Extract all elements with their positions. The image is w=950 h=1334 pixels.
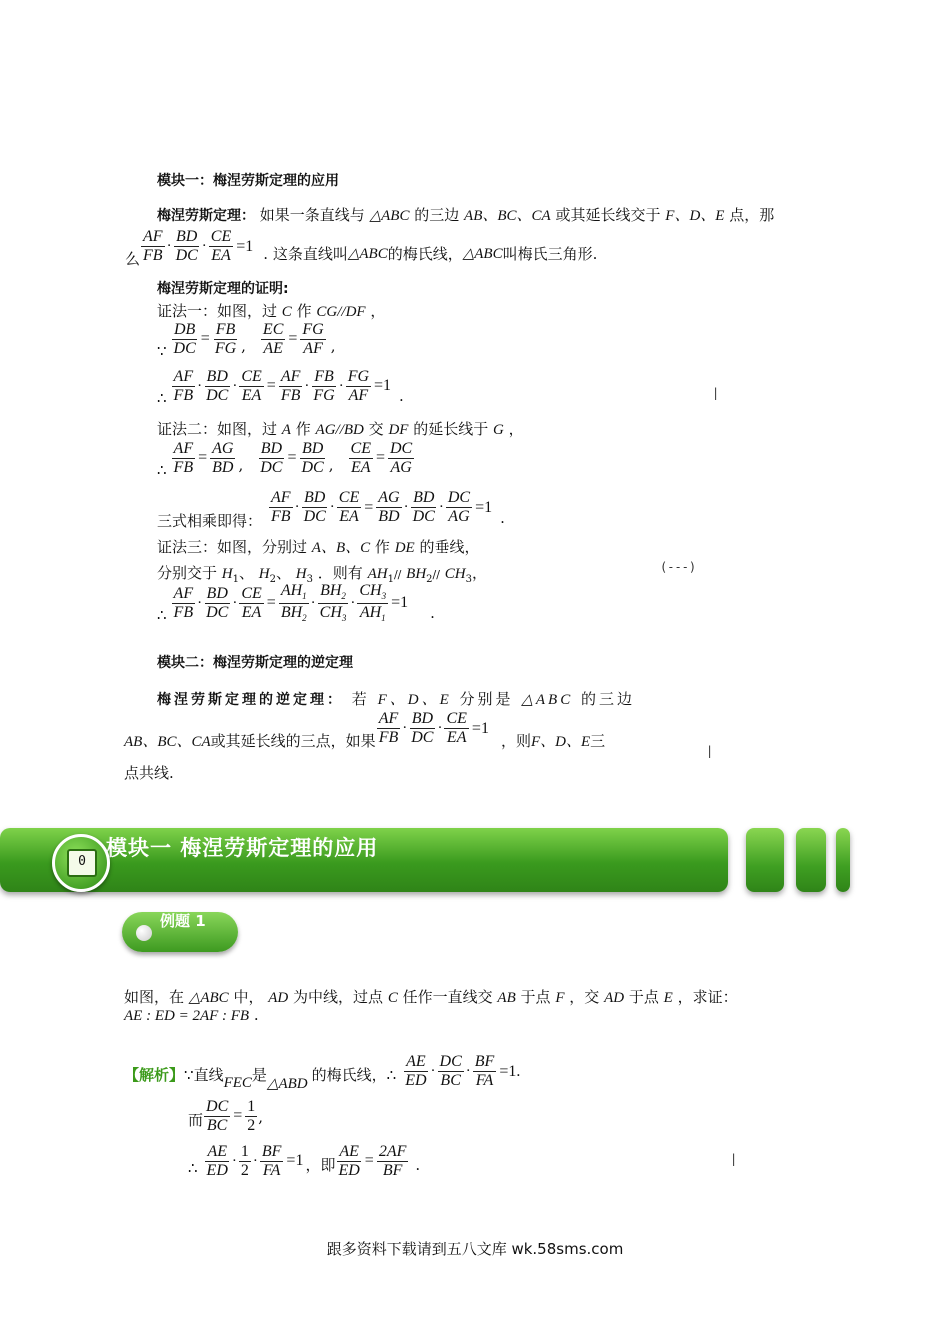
problem-text: 任作一直线交: [402, 988, 493, 1006]
point-h2: H: [258, 566, 270, 582]
points-fde: F、D、E: [377, 692, 452, 708]
converse-line-3: 点共线.: [124, 764, 174, 782]
proof-text: ，: [370, 302, 386, 320]
module2-heading: 模块二：梅涅劳斯定理的逆定理: [157, 655, 353, 671]
theorem-text: 么: [125, 250, 141, 268]
problem-text: 为中线，过点: [293, 988, 384, 1006]
proof-text: 证法二：如图，过: [157, 420, 278, 438]
triangle-abc: △ABC: [369, 208, 410, 224]
theorem-text: 的梅氏线，: [387, 245, 463, 263]
problem-text: 于点: [520, 988, 551, 1006]
segment-ab: AB: [497, 990, 516, 1006]
fraction: $\frac{BD}{DC}$: [175, 228, 198, 264]
theorem-text: 的三边: [414, 206, 460, 224]
line-df: DF: [388, 422, 409, 438]
problem-text: 于点: [628, 988, 659, 1006]
because-symbol: ∵: [184, 1065, 194, 1084]
converse-text: 的三边: [580, 690, 635, 708]
solution-line-3: ∴ $\frac{AE}{ED}$ · $\frac{1}{2}$ · $\frac{BF}{FA}$ =1 ，即 $\frac{AE}{ED}$ = $\frac{2AF}{BF}$ .: [188, 1143, 421, 1179]
triangle-abc: △ABC: [521, 692, 574, 708]
solution-text: 而: [188, 1110, 204, 1129]
goal-equation: AE : ED = 2AF : FB: [124, 1008, 250, 1024]
scan-mark: |: [706, 744, 714, 758]
decor-bar-2: [796, 828, 826, 892]
problem-text: ，交: [569, 988, 600, 1006]
theorem-sides: AB、BC、CA: [464, 208, 551, 224]
because-symbol: ∵: [157, 342, 167, 360]
therefore-symbol: ∴: [386, 1065, 397, 1084]
badge-number: 0: [67, 849, 97, 877]
segment-ch3: CH: [444, 566, 466, 582]
theorem-text: 如果一条直线与: [259, 206, 365, 224]
proof-text: 作: [295, 420, 311, 438]
point-h1: H: [221, 566, 233, 582]
proof1-step1: ∵ $\frac{DB}{DC}$ = $\frac{FB}{FG}$ , $\frac{EC}{AE}$ = $\frac{FG}{AF}$ ,: [157, 320, 336, 360]
module1-heading: 模块一：梅涅劳斯定理的应用: [157, 173, 339, 189]
segment-bh2: BH: [406, 566, 427, 582]
proof-text: 作: [296, 302, 312, 320]
converse-text: 若: [351, 690, 370, 708]
point-f: F: [555, 990, 565, 1006]
therefore-symbol: ∴: [188, 1159, 198, 1178]
scan-mark: |: [730, 1152, 738, 1166]
module-badge-icon: [52, 834, 110, 892]
solution-line-2: 而 $\frac{DC}{BC}$ = $\frac{1}{2}$ ,: [188, 1098, 264, 1134]
example-problem: [124, 986, 738, 1007]
half-denominator: 2: [247, 1116, 256, 1134]
proof2-intro: [157, 418, 524, 439]
triangle-abc: △ABC: [188, 990, 229, 1006]
converse-sides: AB、BC、CA: [124, 734, 211, 750]
proof-text: ，: [508, 420, 524, 438]
half-numerator: 1: [247, 1098, 256, 1115]
problem-text: ，求证：: [677, 988, 738, 1006]
proof-text: 证法一：如图，过: [157, 302, 278, 320]
proof-text: 作: [374, 538, 390, 556]
converse-text: 分别是: [459, 690, 514, 708]
proof2-result: 三式相乘即得： $\frac{AF}{FB}$ · $\frac{BD}{DC}$ · $\frac{CE}{EA}$ = $\frac{AG}{BD}$ · $\frac{BD}{DC}$ · $\frac{DC}{AG}$ =1 .: [157, 489, 505, 530]
points-abc: A、B、C: [311, 540, 371, 556]
points-fde: F、D、E: [530, 734, 591, 750]
fraction: $\frac{AF}{FB}$: [143, 228, 163, 264]
converse-text: 三: [590, 732, 606, 750]
theorem-text: 点，那: [729, 206, 775, 224]
therefore-symbol: ∴: [157, 606, 167, 624]
footer-text: 跟多资料下载请到五八文库 wk.58sms.com: [326, 1240, 624, 1258]
theorem-text: 叫梅氏三角形.: [502, 245, 598, 263]
parallel-line: AG//BD: [315, 422, 364, 438]
theorem-label: 梅涅劳斯定理：: [157, 208, 255, 224]
segment-ah1: AH: [367, 566, 388, 582]
triangle-abd: △ABD: [266, 1076, 308, 1092]
proof-text: ．则有: [317, 564, 363, 582]
solution-text: 的梅氏线，: [311, 1066, 387, 1084]
problem-text: .: [253, 1006, 259, 1024]
theorem-line-1: [157, 204, 774, 225]
point-c: C: [387, 990, 398, 1006]
therefore-symbol: ∴: [157, 389, 167, 407]
proof-text: 的延长线于: [413, 420, 489, 438]
proof3-intro: [157, 536, 480, 557]
solution-text: ，即: [305, 1155, 336, 1174]
triangle-abc: △ABC: [347, 246, 388, 262]
solution-text: 直线: [193, 1066, 224, 1084]
example-label: 例题 1: [160, 912, 206, 930]
solution-label: 【解析】: [124, 1066, 185, 1084]
proof-heading: 梅涅劳斯定理的证明:: [157, 281, 289, 297]
example-goal: [124, 1006, 259, 1025]
proof3-result: ∴ $\frac{AF}{FB}$ · $\frac{BD}{DC}$ · $\frac{CE}{EA}$ = $\frac{AH_1}{BH_2}$ · $\frac{BH_2}{CH_3}$ · $\frac{CH_3}{AH_1}$ =1 .: [157, 582, 435, 624]
solution-text: 是: [251, 1066, 267, 1084]
proof-text: 的垂线，: [419, 538, 480, 556]
proof3-line2: 分别交于 $H_1$、 $H_2$、 $H_3$ ．则有 $AH_1//$ $BH_2//$ $CH_3$，: [157, 564, 487, 585]
point-g: G: [493, 422, 504, 438]
decor-bar-3: [836, 828, 850, 892]
converse-text: 或其延长线的三点，如果: [210, 732, 376, 750]
line-de: DE: [394, 540, 415, 556]
converse-text: ，则: [500, 732, 531, 750]
point-c: C: [281, 304, 292, 320]
point-e: E: [663, 990, 673, 1006]
parallel-line: CG//DF: [316, 304, 366, 320]
solution-line-1: 【解析】 ∵ 直线 FEC 是 △ABD 的梅氏线， ∴ $\frac{AE}{ED}$ · $\frac{DC}{BC}$ · $\frac{BF}{FA}$ =1.: [124, 1053, 521, 1092]
triangle-abc: △ABC: [462, 246, 503, 262]
point-a: A: [281, 422, 291, 438]
theorem-text: 或其延长线交于: [555, 206, 661, 224]
decor-bar-1: [746, 828, 784, 892]
converse-label: 梅涅劳斯定理的逆定理：: [157, 692, 344, 708]
banner-title: 模块一 梅涅劳斯定理的应用: [106, 836, 379, 860]
segment-ad: AD: [268, 990, 289, 1006]
theorem-line-2: 么 $\frac{AF}{FB}$ · $\frac{BD}{DC}$ · $\frac{CE}{EA}$ =1 . 这条直线叫 △ABC 的梅氏线， △ABC 叫梅氏三角形.: [125, 228, 598, 268]
therefore-symbol: ∴: [157, 461, 167, 479]
point-h3: H: [295, 566, 307, 582]
line-fec: FEC: [223, 1075, 252, 1091]
proof-text: 三式相乘即得：: [157, 512, 263, 530]
proof-text: 证法三：如图，分别过: [157, 538, 308, 556]
scan-mark: (---): [660, 560, 697, 574]
proof1-result: ∴ $\frac{AF}{FB}$ · $\frac{BD}{DC}$ · $\frac{CE}{EA}$ = $\frac{AF}{FB}$ · $\frac{FB}{FG}$ · $\frac{FG}{AF}$ =1 .: [157, 367, 404, 407]
proof2-step1: ∴ $\frac{AF}{FB}$ = $\frac{AG}{BD}$ , $\frac{BD}{DC}$ = $\frac{BD}{DC}$ , $\frac{CE}{EA}$ = $\frac{DC}{AG}$: [157, 439, 413, 479]
theorem-points: F、D、E: [665, 208, 725, 224]
fraction: $\frac{CE}{EA}$: [210, 228, 232, 264]
converse-line-2: AB、BC、CA 或其延长线的三点，如果 $\frac{AF}{FB}$ · $\frac{BD}{DC}$ · $\frac{CE}{EA}$ =1 ，则 F、D、E 三: [124, 710, 606, 750]
segment-ad: AD: [604, 990, 625, 1006]
bullet-icon: [136, 925, 152, 941]
problem-text: 中，: [233, 988, 264, 1006]
example-badge: [122, 912, 238, 952]
proof-text: 分别交于: [157, 564, 218, 582]
problem-text: 如图，在: [124, 988, 185, 1006]
proof-text: 交: [368, 420, 384, 438]
theorem-text: . 这条直线叫: [263, 245, 348, 263]
scan-mark: |: [712, 386, 720, 400]
